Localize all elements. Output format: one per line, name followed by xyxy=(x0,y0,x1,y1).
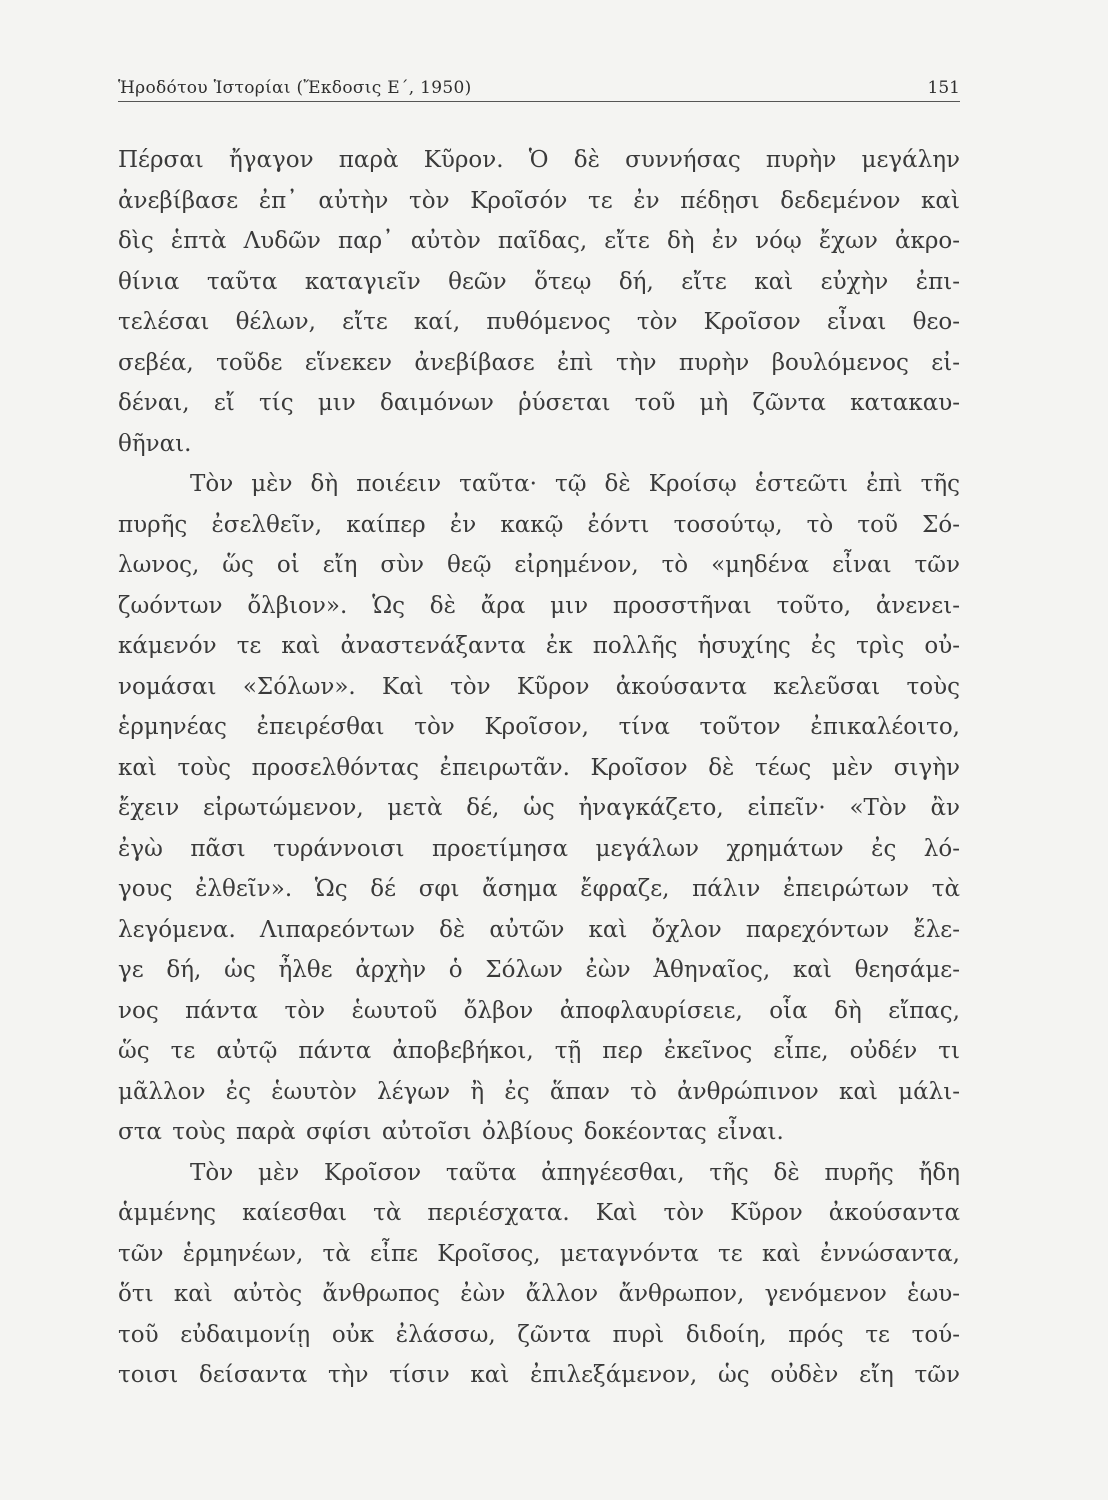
running-header xyxy=(118,72,960,104)
text-line: ὥς τε αὐτῷ πάντα ἀποβεβήκοι, τῇ περ ἐκεῖνος εἶπε, οὐδέν τι xyxy=(118,1038,960,1064)
text-line: ἁμμένης καίεσθαι τὰ περιέσχατα. Καὶ τὸν Κῦρον ἀκούσαντα xyxy=(118,1200,960,1226)
text-line: στα τοὺς παρὰ σφίσι αὐτοῖσι ὀλβίους δοκέοντας εἶναι. xyxy=(118,1119,784,1145)
paragraph-start-line: Τὸν μὲν Κροῖσον ταῦτα ἀπηγέεσθαι, τῆς δὲ πυρῆς ἤδη xyxy=(190,1159,960,1186)
text-line: λεγόμενα. Λιπαρεόντων δὲ αὐτῶν καὶ ὄχλον παρεχόντων ἔλε- xyxy=(118,916,960,943)
text-line: γε δή, ὡς ἦλθε ἀρχὴν ὁ Σόλων ἐὼν Ἀθηναῖος, καὶ θεησάμε- xyxy=(118,957,960,983)
text-line: θίνια ταῦτα καταγιεῖν θεῶν ὅτεῳ δή, εἴτε καὶ εὐχὴν ἐπι- xyxy=(118,268,960,295)
header-rule xyxy=(118,101,960,102)
page-number: 151 xyxy=(927,78,960,98)
text-line: ἀνεβίβασε ἐπ᾽ αὐτὴν τὸν Κροῖσόν τε ἐν πέδῃσι δεδεμένον καὶ xyxy=(118,187,960,214)
paragraph-start-line: Τὸν μὲν δὴ ποιέειν ταῦτα· τῷ δὲ Κροίσῳ ἑστεῶτι ἐπὶ τῆς xyxy=(190,471,960,497)
text-line: ἑρμηνέας ἐπειρέσθαι τὸν Κροῖσον, τίνα τοῦτον ἐπικαλέοιτο, xyxy=(118,714,960,740)
text-line: καὶ τοὺς προσελθόντας ἐπειρωτᾶν. Κροῖσον δὲ τέως μὲν σιγὴν xyxy=(118,754,960,781)
text-line: νος πάντα τὸν ἑωυτοῦ ὄλβον ἀποφλαυρίσειε, οἷα δὴ εἴπας, xyxy=(118,997,960,1024)
text-line: δὶς ἑπτὰ Λυδῶν παρ᾽ αὐτὸν παῖδας, εἴτε δὴ ἐν νόῳ ἔχων ἀκρο- xyxy=(118,228,960,254)
text-line: ὅτι καὶ αὐτὸς ἄνθρωπος ἐὼν ἄλλον ἄνθρωπον, γενόμενον ἑωυ- xyxy=(118,1281,960,1307)
body-text xyxy=(118,140,960,1396)
text-line: γους ἐλθεῖν». Ὡς δέ σφι ἄσημα ἔφραζε, πάλιν ἐπειρώτων τὰ xyxy=(118,876,960,902)
text-line: τοῦ εὐδαιμονίῃ οὐκ ἐλάσσω, ζῶντα πυρὶ διδοίη, πρός τε τού- xyxy=(118,1321,960,1348)
text-line: σεβέα, τοῦδε εἵνεκεν ἀνεβίβασε ἐπὶ τὴν πυρὴν βουλόμενος εἰ- xyxy=(118,349,960,376)
text-line: θῆναι. xyxy=(118,430,192,457)
text-line: τῶν ἑρμηνέων, τὰ εἶπε Κροῖσος, μεταγνόντα τε καὶ ἐννώσαντα, xyxy=(118,1240,960,1267)
text-line: τελέσαι θέλων, εἴτε καί, πυθόμενος τὸν Κροῖσον εἶναι θεο- xyxy=(118,309,960,335)
text-line: νομάσαι «Σόλων». Καὶ τὸν Κῦρον ἀκούσαντα κελεῦσαι τοὺς xyxy=(118,673,960,700)
text-line: τοισι δείσαντα τὴν τίσιν καὶ ἐπιλεξάμενον, ὡς οὐδὲν εἴη τῶν xyxy=(118,1362,960,1388)
text-line: μᾶλλον ἐς ἑωυτὸν λέγων ἢ ἐς ἅπαν τὸ ἀνθρώπινον καὶ μάλι- xyxy=(118,1078,960,1105)
text-line: ζωόντων ὄλβιον». Ὡς δὲ ἄρα μιν προσστῆναι τοῦτο, ἀνενει- xyxy=(118,592,960,619)
text-line: κάμενόν τε καὶ ἀναστενάξαντα ἐκ πολλῆς ἡσυχίης ἐς τρὶς οὐ- xyxy=(118,633,960,659)
text-line: δέναι, εἴ τίς μιν δαιμόνων ῥύσεται τοῦ μὴ ζῶντα κατακαυ- xyxy=(118,390,960,416)
text-line: λωνος, ὥς οἱ εἴη σὺν θεῷ εἰρημένον, τὸ «μηδένα εἶναι τῶν xyxy=(118,552,960,578)
header-title: Ἡροδότου Ἱστορίαι (Ἔκδοσις Ε΄, 1950) xyxy=(118,78,472,98)
text-line: Πέρσαι ἤγαγον παρὰ Κῦρον. Ὁ δὲ συννήσας πυρὴν μεγάλην xyxy=(118,147,960,173)
text-line: πυρῆς ἐσελθεῖν, καίπερ ἐν κακῷ ἐόντι τοσούτῳ, τὸ τοῦ Σό- xyxy=(118,511,960,538)
text-line: ἔχειν εἰρωτώμενον, μετὰ δέ, ὡς ἠναγκάζετο, εἰπεῖν· «Τὸν ἂν xyxy=(118,795,960,821)
text-line: ἐγὼ πᾶσι τυράννοισι προετίμησα μεγάλων χρημάτων ἐς λό- xyxy=(118,835,960,862)
